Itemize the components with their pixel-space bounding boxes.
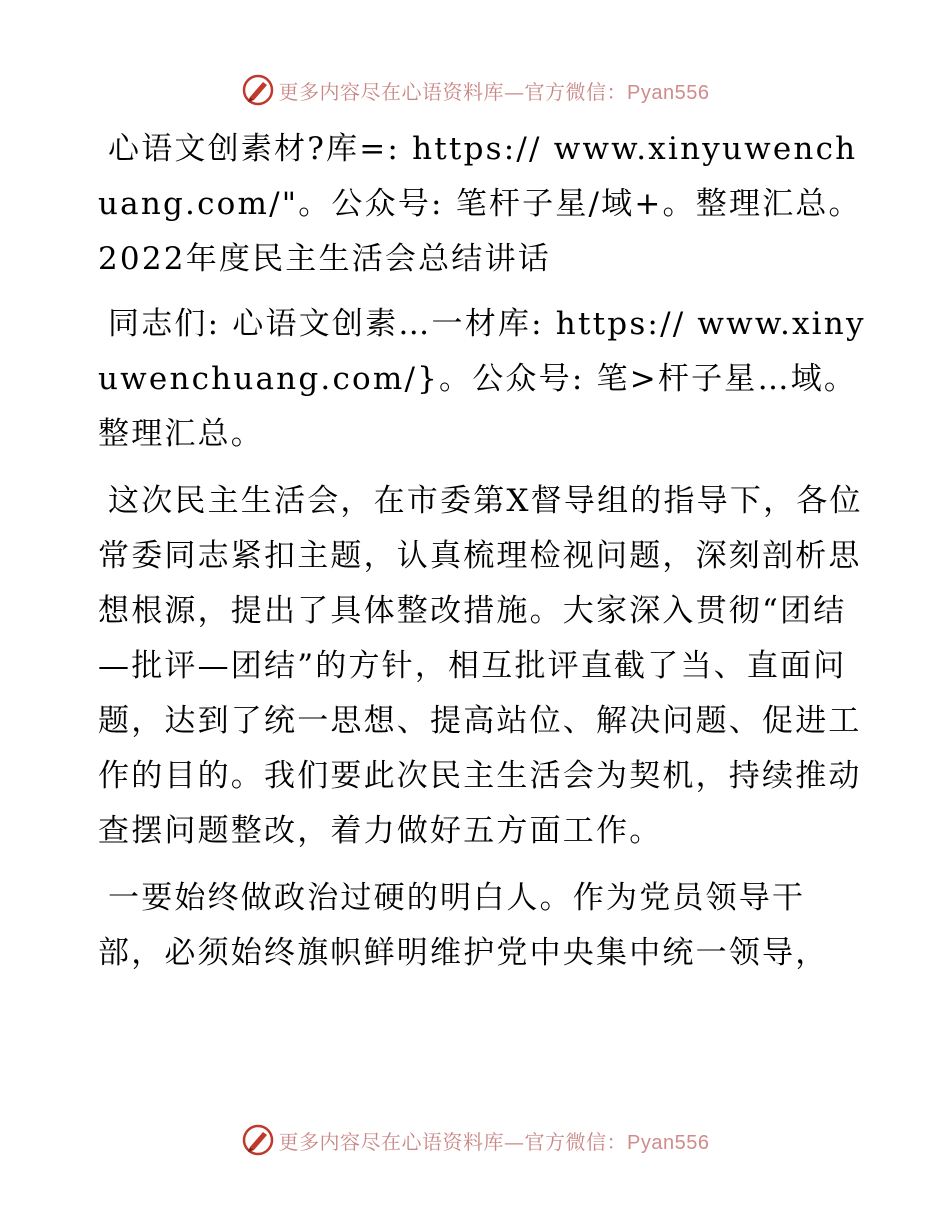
paragraph-2: 一要始终做政治过硬的明白人。作为党员领导干部，必须始终旗帜鲜明维护党中央集中统一领导，: [98, 880, 829, 971]
red-pen-logo-icon: [241, 1123, 275, 1157]
paragraph-1: 这次民主生活会，在市委第X督导组的指导下，各位常委同志紧扣主题，认真梳理检视问题，深刻剖析思想根源，提出了具体整改措施。大家深入贯彻“团结—批评—团结”的方针，相互批评直截了当、直面问题，达到了统一思想、提高站位、解决问题、促进工作的目的。我们要此次民主生活会为契机，持续推动查摆问题整改，着力做好五方面工作。: [98, 483, 863, 849]
greeting: 同志们: 心语文创素…一材库: https:// www.xinyuwenchuang.com/}。公众号: 笔>杆子星…域。整理汇总。: [98, 306, 866, 452]
footer-banner: [0, 1120, 950, 1160]
header-wechat-id: Pyan556: [627, 81, 710, 104]
footer-wechat-id: Pyan556: [627, 1131, 710, 1154]
footer-banner-text: 更多内容尽在心语资料库—官方微信：Pyan556: [278, 1129, 710, 1154]
red-pen-logo-icon: [241, 73, 275, 107]
header-banner-text: 更多内容尽在心语资料库—官方微信：Pyan556: [278, 79, 710, 104]
intro-line: 心语文创素材?库=: https:// www.xinyuwenchuang.com/"。公众号: 笔杆子星/域+。整理汇总。2022年度民主生活会总结讲话: [98, 131, 862, 277]
document-body: [98, 122, 868, 981]
header-banner: [0, 70, 950, 110]
